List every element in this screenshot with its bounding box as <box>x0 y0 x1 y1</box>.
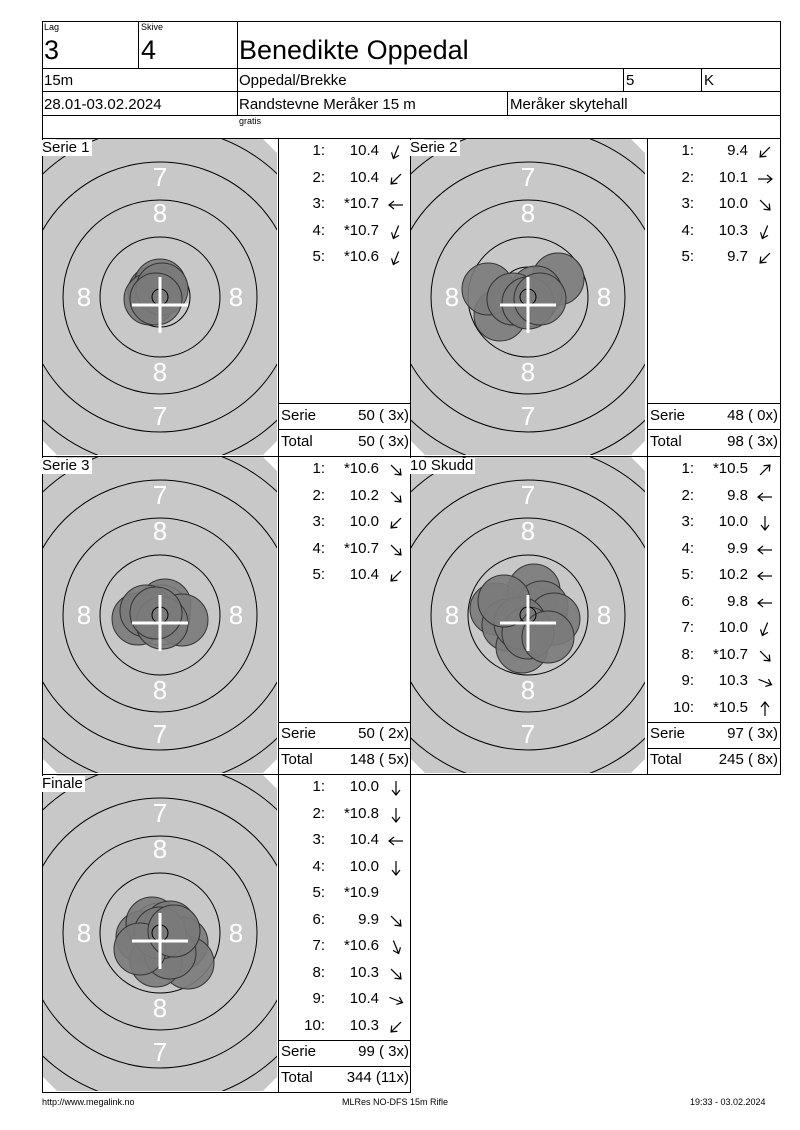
shot-number: 2: <box>681 168 694 186</box>
shot-number: 4: <box>681 539 694 557</box>
shot-score: *10.6 <box>343 248 379 265</box>
shot-direction-arrow-icon <box>387 461 405 479</box>
shot-direction-arrow-icon <box>756 143 774 161</box>
ring-number-label: 7 <box>152 162 168 192</box>
shot-direction <box>387 832 405 850</box>
shot-number: 10: <box>673 698 694 716</box>
shot-score: *10.7 <box>343 539 379 557</box>
shot-score: *10.8 <box>343 804 379 822</box>
ring-number-label: 8 <box>444 600 460 630</box>
serie-label: Serie <box>650 407 686 424</box>
shot-direction <box>387 461 405 479</box>
ring-number-label: 8 <box>596 600 612 630</box>
shot-row <box>279 911 409 931</box>
shot-direction-arrow-icon <box>756 700 774 718</box>
shot-direction <box>387 567 405 585</box>
ring-number-label: 8 <box>520 357 536 387</box>
footer-website: http://www.megalink.no <box>42 1097 135 1107</box>
shot-direction-arrow-icon <box>756 647 774 665</box>
shot-score: *10.6 <box>343 937 379 954</box>
distance: 15m <box>44 72 74 89</box>
club: Oppedal/Brekke <box>239 72 347 89</box>
shot-row <box>279 990 409 1010</box>
shot-number: 7: <box>681 619 694 636</box>
shot-score: 10.4 <box>349 990 379 1007</box>
shot-direction-arrow-icon <box>756 514 774 532</box>
shot-direction <box>387 223 405 241</box>
shot-number: 8: <box>681 645 694 663</box>
shot-direction <box>387 249 405 267</box>
shot-direction <box>387 859 405 877</box>
shot-score: 10.4 <box>349 142 379 159</box>
ring-number-label: 8 <box>152 993 168 1023</box>
shot-row <box>279 937 409 957</box>
shot-direction-arrow-icon <box>387 991 405 1009</box>
ring-number-label: 7 <box>520 162 536 192</box>
ring-number-label: 8 <box>152 675 168 705</box>
klasse-number: 5 <box>626 72 635 89</box>
total-label: Total <box>281 751 313 768</box>
shot-number: 3: <box>312 831 325 848</box>
shot-hole <box>148 905 200 957</box>
shot-number: 4: <box>681 221 694 239</box>
shot-score: 9.8 <box>727 592 748 610</box>
shot-score: 10.3 <box>718 672 748 689</box>
shot-number: 4: <box>312 857 325 875</box>
shot-direction <box>387 938 405 956</box>
shot-direction-arrow-icon <box>387 965 405 983</box>
shot-score: 10.3 <box>349 1016 379 1034</box>
shot-score: 10.0 <box>349 778 379 795</box>
shot-row <box>279 460 409 480</box>
shot-row <box>648 513 778 533</box>
shot-direction-arrow-icon <box>756 620 774 638</box>
shot-row <box>279 884 409 904</box>
shot-row <box>279 566 409 586</box>
shot-direction-arrow-icon <box>387 196 405 214</box>
shot-direction <box>387 806 405 824</box>
shot-row <box>279 1017 409 1037</box>
shot-direction <box>387 779 405 797</box>
ring-number-label: 8 <box>152 198 168 228</box>
total-score: 344 (11x) <box>346 1069 409 1086</box>
shot-row <box>648 540 778 560</box>
shot-score: *10.7 <box>343 221 379 239</box>
shot-number: 10: <box>304 1016 325 1034</box>
shot-score: 10.4 <box>349 831 379 848</box>
entry-fee: gratis <box>239 116 262 126</box>
shot-direction <box>387 514 405 532</box>
ring-number-label: 7 <box>152 480 168 510</box>
shot-direction <box>387 912 405 930</box>
shot-number: 1: <box>312 778 325 795</box>
shot-direction <box>387 488 405 506</box>
shot-score: 10.2 <box>349 486 379 504</box>
shot-direction-arrow-icon <box>387 832 405 850</box>
shot-direction <box>756 594 774 612</box>
serie-label: Serie <box>281 725 317 742</box>
shot-row <box>648 566 778 586</box>
shot-direction <box>756 700 774 718</box>
shot-row <box>279 805 409 825</box>
shot-direction <box>387 170 405 188</box>
shot-number: 3: <box>681 513 694 530</box>
shot-row <box>648 248 778 268</box>
shot-direction-arrow-icon <box>387 885 405 903</box>
shot-direction <box>756 620 774 638</box>
serie-label: Serie <box>650 725 686 742</box>
lag-value: 3 <box>44 35 60 65</box>
shot-score: 10.0 <box>349 857 379 875</box>
shot-row <box>279 540 409 560</box>
ring-number-label: 7 <box>152 1037 168 1067</box>
shot-score: 10.0 <box>718 195 748 212</box>
shooter-name: Benedikte Oppedal <box>239 35 469 65</box>
panel-title: Serie 2 <box>410 139 458 156</box>
serie-score: 50 ( 3x) <box>358 407 409 424</box>
shot-row <box>648 222 778 242</box>
shot-direction <box>387 965 405 983</box>
shot-direction-arrow-icon <box>387 223 405 241</box>
shot-row <box>279 169 409 189</box>
ring-number-label: 7 <box>520 480 536 510</box>
ring-number-label: 7 <box>152 719 168 749</box>
shot-score: 10.3 <box>349 963 379 981</box>
shot-number: 6: <box>681 592 694 610</box>
shot-score: 10.1 <box>718 168 748 186</box>
shot-direction <box>756 567 774 585</box>
shot-direction-arrow-icon <box>387 1018 405 1036</box>
total-score: 98 ( 3x) <box>727 433 778 450</box>
shot-row <box>648 460 778 480</box>
serie-score: 99 ( 3x) <box>358 1043 409 1060</box>
shot-score: 9.4 <box>727 142 748 159</box>
lag-label: Lag <box>44 22 60 32</box>
ring-number-label: 8 <box>152 834 168 864</box>
shot-direction-arrow-icon <box>756 488 774 506</box>
shot-row <box>648 646 778 666</box>
ring-number-label: 8 <box>76 282 92 312</box>
total-label: Total <box>650 751 682 768</box>
skive-label: Skive <box>141 22 164 32</box>
shot-row <box>648 169 778 189</box>
shot-number: 7: <box>312 937 325 954</box>
shot-row <box>279 248 409 268</box>
serie-score: 48 ( 0x) <box>727 407 778 424</box>
shot-score: 10.0 <box>718 513 748 530</box>
shot-number: 8: <box>312 963 325 981</box>
ring-number-label: 7 <box>152 798 168 828</box>
serie-score: 97 ( 3x) <box>727 725 778 742</box>
shot-direction-arrow-icon <box>756 541 774 559</box>
shot-score: *10.7 <box>712 645 748 663</box>
ring-number-label: 8 <box>520 675 536 705</box>
shot-row <box>648 672 778 692</box>
ring-number-label: 7 <box>520 401 536 431</box>
shot-direction-arrow-icon <box>387 170 405 188</box>
serie-label: Serie <box>281 407 317 424</box>
ring-number-label: 8 <box>76 600 92 630</box>
ring-number-label: 8 <box>76 918 92 948</box>
shot-score: 10.4 <box>349 566 379 583</box>
total-score: 245 ( 8x) <box>718 751 778 768</box>
shot-direction-arrow-icon <box>756 170 774 188</box>
ring-number-label: 8 <box>596 282 612 312</box>
shot-row <box>648 487 778 507</box>
panel-title: Serie 1 <box>42 139 90 156</box>
shot-hole <box>130 587 182 639</box>
shot-direction <box>387 885 405 903</box>
shot-row <box>279 222 409 242</box>
shot-row <box>648 619 778 639</box>
shot-score: 10.4 <box>349 168 379 186</box>
shot-direction-arrow-icon <box>387 249 405 267</box>
shot-direction <box>756 249 774 267</box>
shot-number: 9: <box>312 990 325 1007</box>
shot-direction-arrow-icon <box>756 196 774 214</box>
ring-number-label: 8 <box>152 516 168 546</box>
total-score: 148 ( 5x) <box>349 751 409 768</box>
footer-software: MLRes NO-DFS 15m Rifle <box>342 1097 449 1107</box>
shot-score: *10.7 <box>343 195 379 212</box>
shot-direction-arrow-icon <box>387 514 405 532</box>
ring-number-label: 8 <box>444 282 460 312</box>
shot-score: 9.7 <box>727 248 748 265</box>
shot-number: 2: <box>312 804 325 822</box>
target-card <box>43 139 277 455</box>
shot-direction <box>756 488 774 506</box>
shot-number: 5: <box>312 248 325 265</box>
shot-row <box>279 513 409 533</box>
ring-number-label: 8 <box>228 282 244 312</box>
shot-number: 5: <box>681 248 694 265</box>
shot-direction <box>756 647 774 665</box>
shot-direction-arrow-icon <box>387 779 405 797</box>
shot-direction <box>756 514 774 532</box>
shot-number: 1: <box>312 460 325 477</box>
shot-direction-arrow-icon <box>756 249 774 267</box>
shot-direction-arrow-icon <box>387 488 405 506</box>
shot-direction-arrow-icon <box>756 594 774 612</box>
serie-label: Serie <box>281 1043 317 1060</box>
target-card <box>43 457 277 773</box>
shot-direction-arrow-icon <box>387 859 405 877</box>
shot-score: 10.0 <box>718 619 748 636</box>
shot-score: *10.5 <box>712 460 748 477</box>
shot-row <box>648 142 778 162</box>
shot-row <box>279 778 409 798</box>
shot-score: 9.8 <box>727 486 748 504</box>
shot-number: 3: <box>312 513 325 530</box>
shot-direction-arrow-icon <box>387 143 405 161</box>
shot-score: 10.0 <box>349 513 379 530</box>
shot-number: 9: <box>681 672 694 689</box>
shot-row <box>279 858 409 878</box>
shot-direction <box>387 196 405 214</box>
shot-direction <box>756 170 774 188</box>
shot-direction <box>387 1018 405 1036</box>
shot-row <box>279 142 409 162</box>
ring-number-label: 8 <box>228 918 244 948</box>
shot-direction-arrow-icon <box>756 567 774 585</box>
shot-direction-arrow-icon <box>756 461 774 479</box>
shot-number: 3: <box>681 195 694 212</box>
shot-number: 5: <box>312 566 325 583</box>
panel-title: Finale <box>42 775 83 792</box>
shot-direction <box>387 991 405 1009</box>
shot-hole <box>478 575 530 627</box>
shot-row <box>279 195 409 215</box>
shot-number: 5: <box>312 884 325 901</box>
shot-direction <box>387 143 405 161</box>
shot-score: *10.5 <box>712 698 748 716</box>
target-card <box>411 457 645 773</box>
shot-direction <box>756 143 774 161</box>
event-name: Randstevne Meråker 15 m <box>239 96 416 113</box>
shot-direction <box>756 196 774 214</box>
total-label: Total <box>650 433 682 450</box>
shot-direction-arrow-icon <box>387 806 405 824</box>
shot-score: 10.2 <box>718 566 748 583</box>
total-label: Total <box>281 433 313 450</box>
shot-number: 4: <box>312 539 325 557</box>
shot-direction <box>756 673 774 691</box>
shot-number: 5: <box>681 566 694 583</box>
target-card <box>43 775 277 1091</box>
shot-row <box>279 964 409 984</box>
shot-score: *10.6 <box>343 460 379 477</box>
shot-direction <box>387 541 405 559</box>
shot-number: 1: <box>312 142 325 159</box>
total-score: 50 ( 3x) <box>358 433 409 450</box>
shot-direction <box>756 461 774 479</box>
shot-row <box>648 593 778 613</box>
ring-number-label: 8 <box>152 357 168 387</box>
shot-direction-arrow-icon <box>387 567 405 585</box>
shot-score: 10.3 <box>718 221 748 239</box>
shot-row <box>279 831 409 851</box>
shot-number: 2: <box>312 168 325 186</box>
venue: Meråker skytehall <box>510 96 628 113</box>
skive-value: 4 <box>141 35 157 65</box>
serie-score: 50 ( 2x) <box>358 725 409 742</box>
ring-number-label: 7 <box>152 401 168 431</box>
shot-direction <box>756 223 774 241</box>
shot-direction-arrow-icon <box>387 912 405 930</box>
date-range: 28.01-03.02.2024 <box>44 96 162 113</box>
shot-number: 3: <box>312 195 325 212</box>
shot-direction-arrow-icon <box>756 223 774 241</box>
ring-number-label: 7 <box>520 719 536 749</box>
ring-number-label: 8 <box>520 516 536 546</box>
shot-score: 9.9 <box>358 910 379 928</box>
shot-direction <box>756 541 774 559</box>
shot-hole <box>522 611 574 663</box>
shot-number: 4: <box>312 221 325 239</box>
shot-row <box>648 195 778 215</box>
shot-hole <box>514 273 566 325</box>
panel-title: Serie 3 <box>42 457 90 474</box>
shot-row <box>648 699 778 719</box>
target-card <box>411 139 645 455</box>
total-label: Total <box>281 1069 313 1086</box>
shot-hole <box>130 273 182 325</box>
shot-number: 2: <box>312 486 325 504</box>
ring-number-label: 8 <box>228 600 244 630</box>
shot-score: 9.9 <box>727 539 748 557</box>
footer-timestamp: 19:33 - 03.02.2024 <box>690 1097 766 1107</box>
shot-direction-arrow-icon <box>387 541 405 559</box>
shot-number: 1: <box>681 142 694 159</box>
shot-number: 2: <box>681 486 694 504</box>
panel-title: 10 Skudd <box>410 457 474 474</box>
shot-number: 1: <box>681 460 694 477</box>
shot-direction-arrow-icon <box>387 938 405 956</box>
shot-number: 6: <box>312 910 325 928</box>
ring-number-label: 8 <box>520 198 536 228</box>
klasse-code: K <box>704 72 715 89</box>
shot-score: *10.9 <box>343 884 379 901</box>
shot-direction-arrow-icon <box>756 673 774 691</box>
shot-row <box>279 487 409 507</box>
